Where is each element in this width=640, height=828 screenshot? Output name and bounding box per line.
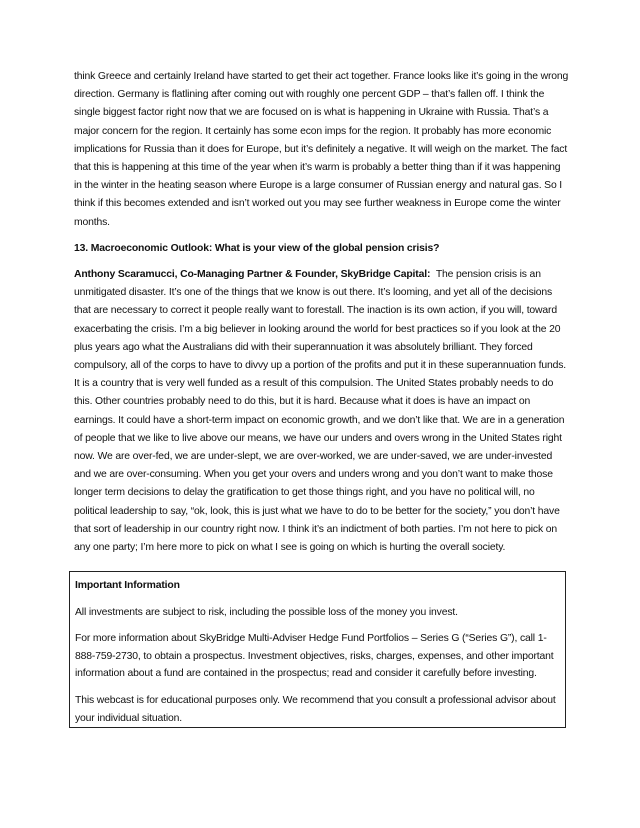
question-heading: 13. Macroeconomic Outlook: What is your view of the global pension crisis? <box>74 242 440 254</box>
answer-paragraph <box>74 266 570 557</box>
intro-paragraph: think Greece and certainly Ireland have started to get their act together. France looks like it’s going in the wrong direction. Germany is flatlining after coming out with roughly one percent GDP – that’s fallen off. I think the single biggest factor right now that we are focused on is what is happening in Ukraine with Russia. That’s a major concern for the region. It certainly has some econ imps for the region. It probably has more economic implications for Russia than it does for Europe, but it’s definitely a negative. It will weigh on the market. The fact that this is happening at this time of the year when it’s warm is probably a better thing than if it was happening in the winter in the heating season where Europe is a large consumer of Russian energy and natural gas. So I think if this becomes extended and isn’t worked out you may see further weakness in Europe come the winter months. <box>74 71 569 228</box>
speaker-name: Anthony Scaramucci, Co-Managing Partner & Founder, SkyBridge Capital: <box>74 269 431 281</box>
educational-disclaimer: This webcast is for educational purposes only. We recommend that you consult a professional advisor about your individual situation. <box>75 694 556 724</box>
answer-text: The pension crisis is an unmitigated disaster. It’s one of the things that we know is out there. It’s looming, and yet all of the decisions that are necessary to correct it people really want to forestall. The inaction is its own action, if you will, toward exacerbating the crisis. I’m a big believer in looking around the world for best practices so if you look at the 20 plus years ago what the Australians did with their superannuation it was absolutely brilliant. They forced compulsory, all of the corps to have to divvy up a portion of the profits and put it in these superannuation funds. It is a country that is very well funded as a result of this compulsion. The United States probably needs to do this. Other countries probably need to do this, but it is hard. Because what it does is have an impact on earnings. It could have a short-term impact on economic growth, and we don’t like that. We are in a generation of people that we like to live above our means, we have our unders and overs wrong in the United States right now. We are over-fed, we are under-slept, we are over-worked, we are under-saved, we are under-invested and we are over-consuming. When you get your overs and unders wrong and you don’t want to make those longer term decisions to delay the gratification to get those things right, and you have no political will, no political leadership to say, “ok, look, this is just what we have to do to be better for the society,” you don’t have that sort of leadership in our country right now. I think it’s an indictment of both parties. I’m not here to pick on any one party; I’m here more to pick on what I see is going on which is hurting the overall society. <box>74 269 567 554</box>
document-body <box>74 68 570 557</box>
important-information-title: Important Information <box>75 580 180 591</box>
important-information-box <box>69 571 566 728</box>
risk-disclosure: All investments are subject to risk, including the possible loss of the money you invest. <box>75 606 458 618</box>
prospectus-disclosure: For more information about SkyBridge Multi-Adviser Hedge Fund Portfolios – Series G (“Series G”), call 1-888-759-2730, to obtain a prospectus. Investment objectives, risks, charges, expenses, and other important information about a fund are contained in the prospectus; read and consider it carefully before investing. <box>75 633 554 680</box>
